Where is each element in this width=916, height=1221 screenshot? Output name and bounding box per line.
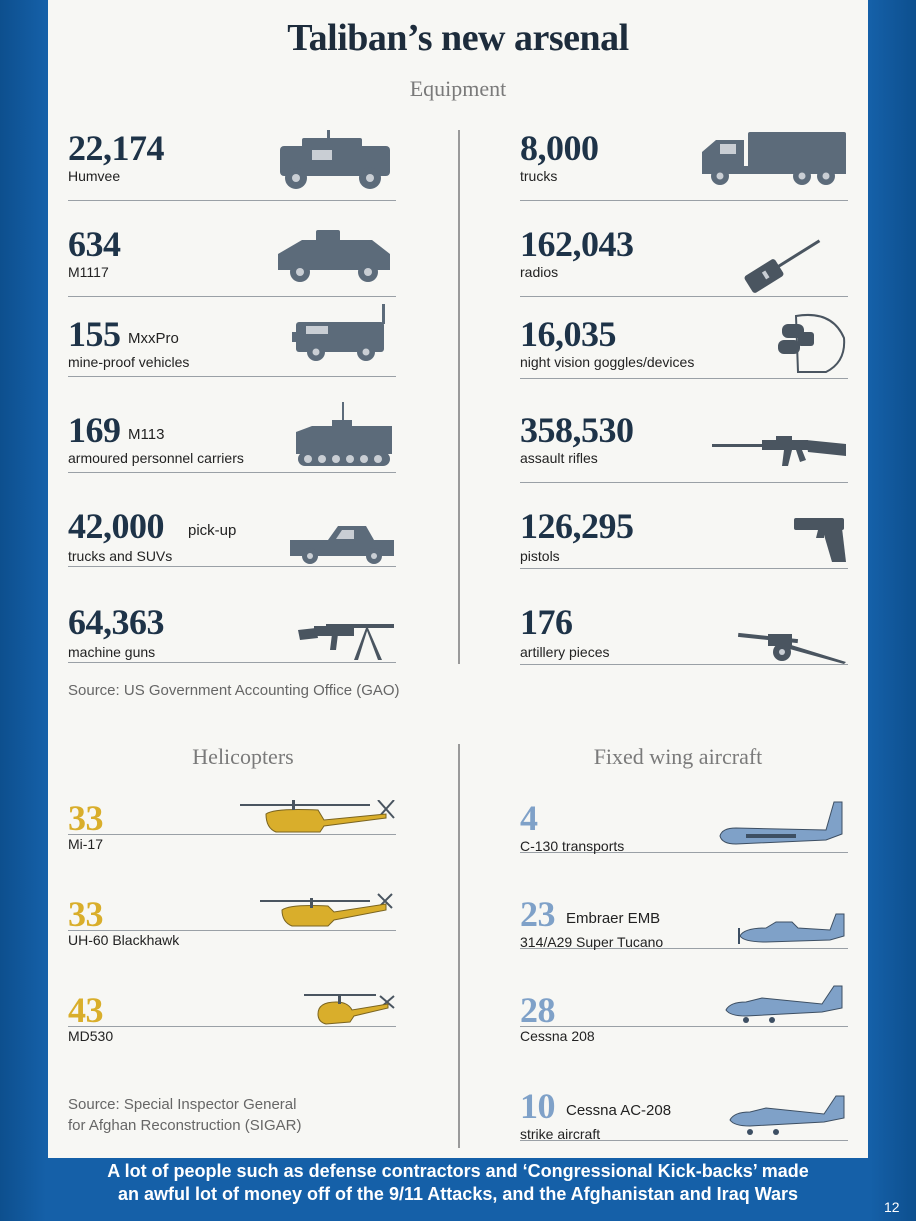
- pickup-icon: [288, 522, 396, 566]
- helicopter-item-blackhawk: [68, 894, 396, 948]
- helicopter-item-mi17: [68, 798, 396, 852]
- item-number: 42,000: [68, 506, 164, 546]
- equipment-divider: [458, 130, 460, 664]
- item-label: UH-60 Blackhawk: [68, 932, 180, 948]
- equipment-item-pickup: [68, 508, 396, 567]
- mrap-icon: [286, 304, 396, 362]
- item-suffix: M113: [128, 426, 165, 443]
- aircraft-item-cessna-208: [520, 990, 848, 1044]
- aircraft-item-super-tucano: [520, 896, 848, 949]
- source-line: for Afghan Reconstruction (SIGAR): [68, 1117, 302, 1134]
- pistol-icon: [792, 516, 848, 566]
- rifle-icon: [712, 434, 848, 474]
- item-label: machine guns: [68, 644, 156, 660]
- item-number: 16,035: [520, 314, 616, 354]
- equipment-item-mxxpro: [68, 316, 396, 377]
- item-label: C-130 transports: [520, 838, 625, 854]
- item-number: 4: [520, 798, 538, 838]
- item-number: 176: [520, 602, 573, 642]
- machine-gun-icon: [296, 616, 396, 662]
- item-label: Mi-17: [68, 836, 104, 852]
- c130-plane-icon: [716, 800, 848, 852]
- apc-icon: [292, 402, 396, 470]
- mi17-helicopter-icon: [238, 800, 396, 836]
- item-label: Cessna 208: [520, 1028, 595, 1044]
- truck-icon: [698, 130, 848, 190]
- item-label: trucks and SUVs: [68, 548, 173, 564]
- item-number: 33: [68, 798, 103, 838]
- night-vision-icon: [776, 310, 848, 374]
- equipment-item-night-vision: [520, 316, 848, 379]
- cessna-plane-icon: [722, 984, 848, 1024]
- helicopters-heading: Helicopters: [192, 744, 294, 769]
- item-number: 43: [68, 990, 103, 1030]
- caption-line: an awful lot of money off of the 9/11 Attacks, and the Afghanistan and Iraq Wars: [117, 1184, 799, 1204]
- item-label: strike aircraft: [520, 1126, 601, 1142]
- item-number: 169: [68, 410, 121, 450]
- aircraft-heading: Fixed wing aircraft: [593, 744, 763, 769]
- source-line: Source: Special Inspector General: [68, 1096, 297, 1113]
- item-number: 155: [68, 314, 121, 354]
- helicopter-item-md530: [68, 990, 396, 1044]
- item-label: night vision goggles/devices: [520, 354, 695, 370]
- blackhawk-helicopter-icon: [258, 892, 396, 928]
- item-number: 10: [520, 1086, 555, 1126]
- item-number: 33: [68, 894, 103, 934]
- item-number: 126,295: [520, 506, 634, 546]
- item-label: pistols: [520, 548, 560, 564]
- item-label: mine-proof vehicles: [68, 354, 190, 370]
- item-suffix: pick-up: [188, 522, 237, 539]
- item-label: MD530: [68, 1028, 114, 1044]
- equipment-item-pistols: [520, 508, 848, 569]
- item-suffix: Embraer EMB: [566, 910, 661, 927]
- item-label: trucks: [520, 168, 558, 184]
- caption-line: A lot of people such as defense contractors and ‘Congressional Kick-backs’ made: [107, 1161, 809, 1181]
- item-number: 23: [520, 894, 555, 934]
- aircraft-item-ac208: [520, 1088, 848, 1141]
- strike-plane-icon: [726, 1094, 848, 1138]
- item-label: Humvee: [68, 168, 121, 184]
- item-number: 634: [68, 224, 121, 264]
- item-suffix: Cessna AC-208: [566, 1102, 672, 1119]
- equipment-item-humvee: [68, 130, 396, 201]
- equipment-item-trucks: [520, 130, 848, 201]
- slide-caption: [48, 1160, 868, 1206]
- equipment-item-assault-rifles: [520, 412, 848, 483]
- equipment-item-machine-guns: [68, 604, 396, 663]
- item-number: 358,530: [520, 410, 634, 450]
- armored-car-icon: [272, 226, 396, 286]
- infographic-panel: [48, 0, 868, 1158]
- equipment-item-m113: [68, 412, 396, 473]
- equipment-heading: Equipment: [409, 76, 507, 101]
- page-number: 12: [884, 1199, 900, 1215]
- item-label: armoured personnel carriers: [68, 450, 244, 466]
- equipment-item-artillery: [520, 604, 848, 665]
- item-number: 162,043: [520, 224, 634, 264]
- item-label: artillery pieces: [520, 644, 610, 660]
- item-number: 28: [520, 990, 555, 1030]
- item-number: 8,000: [520, 128, 599, 168]
- equipment-item-m1117: [68, 226, 396, 297]
- item-number: 64,363: [68, 602, 164, 642]
- item-label: assault rifles: [520, 450, 598, 466]
- item-suffix: MxxPro: [128, 330, 179, 347]
- item-label: 314/A29 Super Tucano: [520, 934, 664, 950]
- equipment-source: Source: US Government Accounting Office (GAO): [68, 682, 400, 699]
- helicopters-source: [68, 1094, 301, 1136]
- page-title: Taliban’s new arsenal: [287, 17, 629, 59]
- equipment-item-radios: [520, 226, 848, 297]
- md530-helicopter-icon: [302, 992, 396, 1028]
- item-number: 22,174: [68, 128, 164, 168]
- artillery-icon: [738, 626, 848, 666]
- radio-icon: [744, 228, 848, 294]
- item-label: radios: [520, 264, 559, 280]
- aircraft-item-c130: [520, 800, 848, 853]
- humvee-icon: [272, 130, 396, 190]
- tucano-plane-icon: [736, 910, 848, 950]
- aircraft-divider: [458, 744, 460, 1148]
- item-label: M1117: [68, 264, 109, 280]
